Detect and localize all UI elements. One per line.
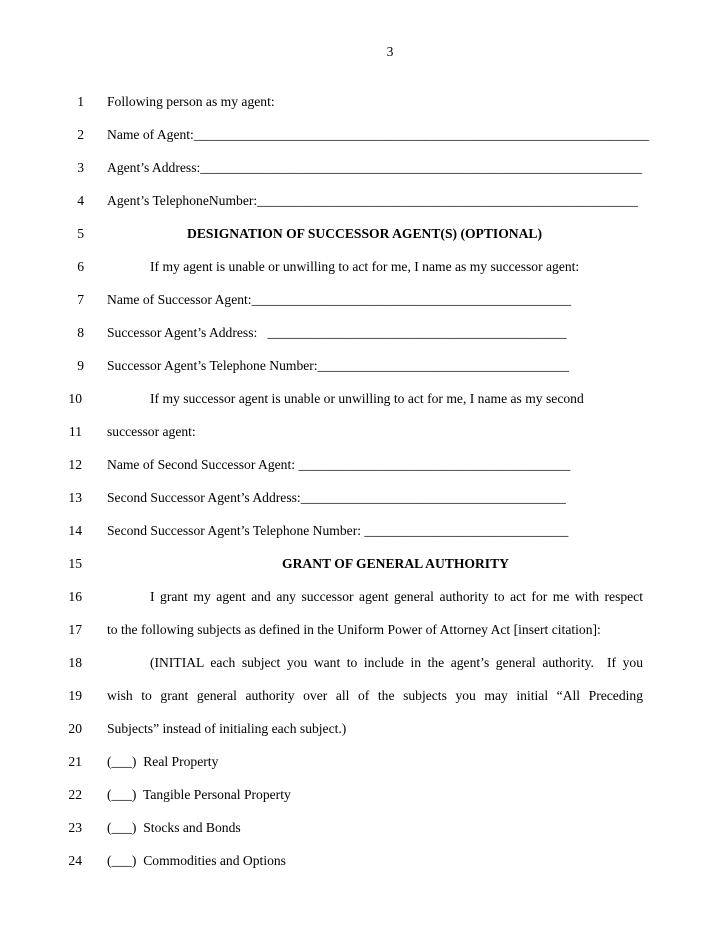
- line-text: (___) Real Property: [107, 754, 219, 769]
- agent-name-field[interactable]: [0, 125, 728, 145]
- document-line: [0, 554, 728, 574]
- successor-agent-address-field[interactable]: [0, 323, 728, 343]
- document-line: [0, 224, 728, 244]
- line-text: Agent’s TelephoneNumber:________________________________________________________: [107, 193, 638, 208]
- line-text: If my agent is unable or unwilling to act for me, I name as my successor agent:: [150, 259, 580, 274]
- document-line: [0, 587, 728, 607]
- real-property-initial-field[interactable]: [0, 752, 728, 772]
- line-number: 12: [68, 457, 82, 472]
- line-text: Name of Agent:___________________________________________________________________: [107, 127, 650, 142]
- page-number: 3: [386, 44, 394, 59]
- line-number: 23: [68, 820, 82, 835]
- successor-agent-telephone-field[interactable]: [0, 356, 728, 376]
- line-text: to the following subjects as defined in the Uniform Power of Attorney Act [insert citation]:: [107, 622, 601, 637]
- line-number: 3: [77, 160, 84, 175]
- line-text: If my successor agent is unable or unwilling to act for me, I name as my second: [150, 391, 584, 406]
- document-line: [0, 686, 728, 706]
- second-successor-agent-telephone-field[interactable]: [0, 521, 728, 541]
- line-text: Subjects” instead of initialing each subject.): [107, 721, 347, 736]
- stocks-and-bonds-initial-field[interactable]: [0, 818, 728, 838]
- document-line: [0, 389, 728, 409]
- document-line: [0, 620, 728, 640]
- document-line: [0, 719, 728, 739]
- line-number: 9: [77, 358, 84, 373]
- line-number: 14: [68, 523, 82, 538]
- line-number: 7: [77, 292, 84, 307]
- line-text: (___) Tangible Personal Property: [107, 787, 291, 802]
- section-heading-general-authority: GRANT OF GENERAL AUTHORITY: [282, 556, 509, 571]
- line-number: 24: [68, 853, 82, 868]
- line-number: 15: [68, 556, 82, 571]
- line-number: 8: [77, 325, 84, 340]
- line-text: Name of Successor Agent:_______________________________________________: [107, 292, 572, 307]
- line-text: Successor Agent’s Telephone Number:_____________________________________: [107, 358, 570, 373]
- line-text: (___) Commodities and Options: [107, 853, 286, 868]
- line-number: 5: [77, 226, 84, 241]
- agent-address-field[interactable]: [0, 158, 728, 178]
- tangible-personal-property-initial-field[interactable]: [0, 785, 728, 805]
- line-text: Second Successor Agent’s Address:_______________________________________: [107, 490, 566, 505]
- line-number: 18: [68, 655, 82, 670]
- line-number: 16: [68, 589, 82, 604]
- successor-agent-name-field[interactable]: [0, 290, 728, 310]
- line-text: wish to grant general authority over all of the subjects you may initial “All Preceding: [107, 688, 643, 703]
- line-number: 20: [68, 721, 82, 736]
- line-number: 17: [68, 622, 82, 637]
- line-number: 22: [68, 787, 82, 802]
- line-text: Agent’s Address:_________________________________________________________________: [107, 160, 643, 175]
- second-successor-agent-name-field[interactable]: [0, 455, 728, 475]
- line-text: successor agent:: [107, 424, 196, 439]
- line-number: 21: [68, 754, 82, 769]
- line-number: 6: [77, 259, 84, 274]
- line-text: Following person as my agent:: [107, 94, 275, 109]
- document-line: [0, 257, 728, 277]
- line-number: 10: [68, 391, 82, 406]
- line-text: Successor Agent’s Address: ____________________________________________: [107, 325, 567, 340]
- line-text: (INITIAL each subject you want to include in the agent’s general authority. If you: [150, 655, 643, 670]
- agent-telephone-field[interactable]: [0, 191, 728, 211]
- line-number: 11: [68, 424, 82, 439]
- line-number: 19: [68, 688, 82, 703]
- line-number: 1: [77, 94, 84, 109]
- commodities-and-options-initial-field[interactable]: [0, 851, 728, 871]
- line-text: Name of Second Successor Agent: ________________________________________: [107, 457, 571, 472]
- second-successor-agent-address-field[interactable]: [0, 488, 728, 508]
- line-number: 13: [68, 490, 82, 505]
- line-text: I grant my agent and any successor agent general authority to act for me with respect: [150, 589, 643, 604]
- line-text: (___) Stocks and Bonds: [107, 820, 241, 835]
- section-heading-successor-agent: DESIGNATION OF SUCCESSOR AGENT(S) (OPTIONAL): [187, 226, 543, 241]
- line-number: 2: [77, 127, 84, 142]
- document-line: [0, 92, 728, 112]
- document-line: [0, 422, 728, 442]
- line-text: Second Successor Agent’s Telephone Number: ______________________________: [107, 523, 569, 538]
- line-number: 4: [77, 193, 84, 208]
- document-line: [0, 653, 728, 673]
